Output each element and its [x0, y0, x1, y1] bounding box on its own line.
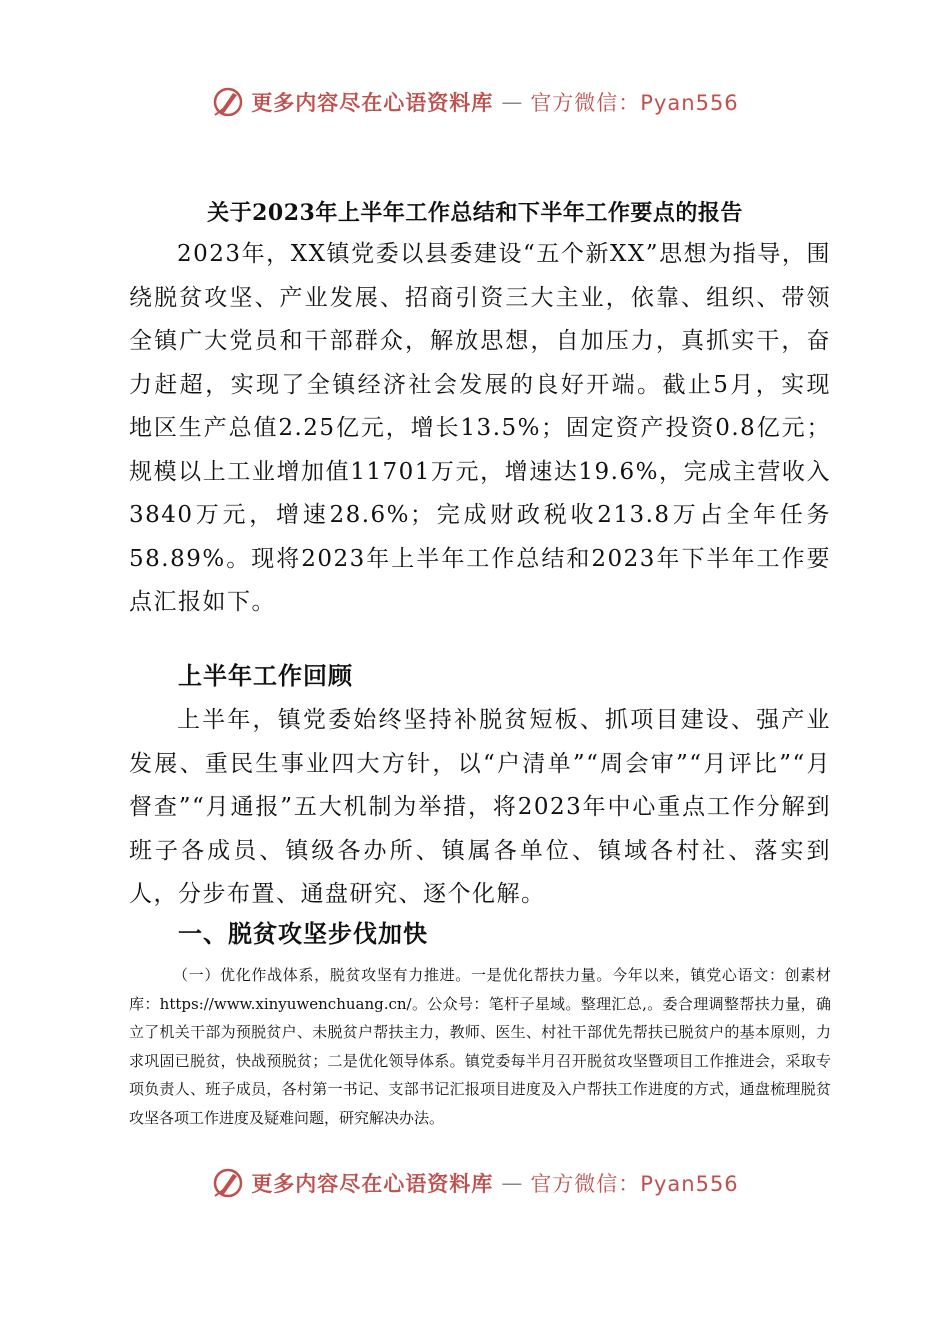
section1-paragraph: （一）优化作战体系，脱贫攻坚有力推进。一是优化帮扶力量。今年以来，镇党心语文：创素材库：https://www.xinyuwenchuang.cn/。公众号：笔杆子星域。整理汇总,。委合理调整帮扶力量，确立了机关干部为预脱贫户、未脱贫户帮扶主力，教师、医生、村社干部优先帮扶已脱贫户的基本原则，力求巩固已脱贫，快战预脱贫；二是优化领导体系。镇党委每半月召开脱贫攻坚暨项目工作推进会，采取专项负责人、班子成员，各村第一书记、支部书记汇报项目进度及入户帮扶工作进度的方式，通盘梳理脱贫攻坚各项工作进度及疑难问题，研究解决办法。 — [129, 966, 831, 1127]
footer-banner — [0, 1163, 950, 1203]
banner-content — [211, 1166, 738, 1200]
document-title: 关于2023年上半年工作总结和下半年工作要点的报告 — [207, 200, 743, 226]
quill-pen-logo-icon — [211, 85, 245, 119]
section-heading-poverty: 一、脱贫攻坚步伐加快 — [178, 919, 428, 948]
banner-brand-text: 更多内容尽在心语资料库 — [251, 91, 494, 115]
banner-content — [211, 85, 738, 119]
banner-dash: — — [501, 1171, 523, 1195]
section-heading-review: 上半年工作回顾 — [178, 661, 353, 690]
review-paragraph: 上半年，镇党委始终坚持补脱贫短板、抓项目建设、强产业发展、重民生事业四大方针，以“户清单”“周会审”“月评比”“月督查”“月通报”五大机制为举措，将2023年中心重点工作分解到班子各成员、镇级各办所、镇属各单位、镇域各村社、落实到人，分步布置、通盘研究、逐个化解。 — [129, 707, 831, 907]
banner-dash: — — [501, 90, 523, 114]
banner-wechat-text: 官方微信：Pyan556 — [530, 1172, 739, 1196]
header-banner — [0, 82, 950, 122]
quill-pen-logo-icon — [211, 1166, 245, 1200]
intro-paragraph: 2023年，XX镇党委以县委建设“五个新XX”思想为指导，围绕脱贫攻坚、产业发展、招商引资三大主业，依靠、组织、带领全镇广大党员和干部群众，解放思想，自加压力，真抓实干，奋力赶超，实现了全镇经济社会发展的良好开端。截止5月，实现地区生产总值2.25亿元，增长13.5%；固定资产投资0.8亿元；规模以上工业增加值11701万元，增速达19.6%，完成主营收入3840万元，增速28.6%；完成财政税收213.8万占全年任务58.89%。现将2023年上半年工作总结和2023年下半年工作要点汇报如下。 — [129, 241, 831, 615]
banner-brand-text: 更多内容尽在心语资料库 — [251, 1172, 494, 1196]
banner-wechat-text: 官方微信：Pyan556 — [530, 91, 739, 115]
